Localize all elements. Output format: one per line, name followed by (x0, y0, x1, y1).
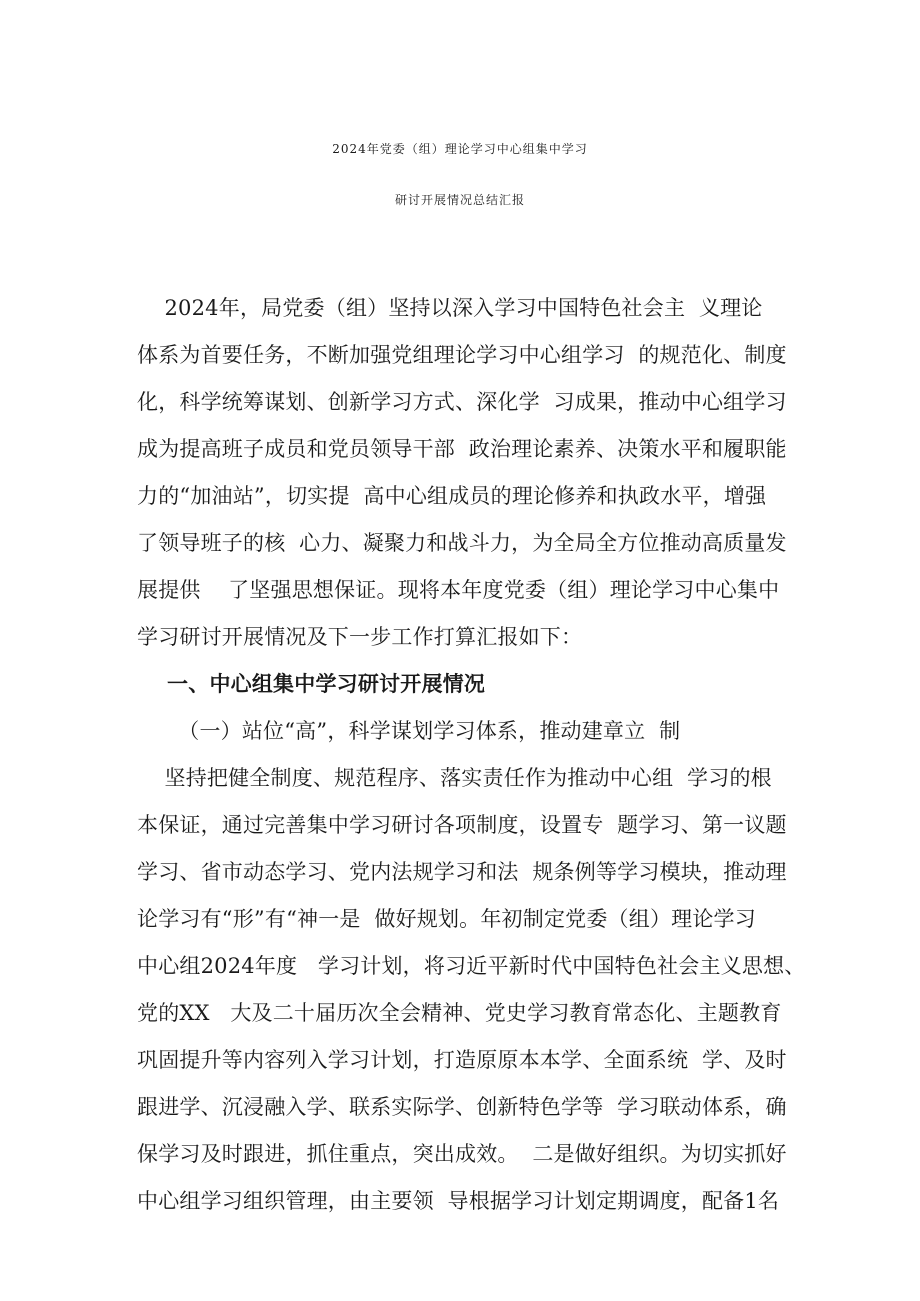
body-line: 保学习及时跟进，抓住重点，突出成效。 二是做好组织。为切实抓好 (137, 1142, 787, 1166)
body-line: 2024年，局党委（组）坚持以深入学习中国特色社会主 义理论 (137, 296, 763, 320)
document-title-line-1: 2024年党委（组）理论学习中心组集中学习 (332, 142, 588, 156)
body-line: 中心组学习组织管理，由主要领 导根据学习计划定期调度，配备1名 (137, 1189, 780, 1213)
body-line: 跟进学、沉浸融入学、联系实际学、创新特色学等 学习联动体系，确 (137, 1095, 787, 1119)
body-line: 中心组2024年度 学习计划，将习近平新时代中国特色社会主义思想、 (137, 954, 806, 978)
body-line: 坚持把健全制度、规范程序、落实责任作为推动中心组 学习的根 (137, 766, 772, 790)
section-heading: 一、中心组集中学习研讨开展情况 (137, 672, 486, 696)
body-line: 学习、省市动态学习、党内法规学习和法 规条例等学习模块，推动理 (137, 860, 787, 884)
body-line: 力的“加油站”，切实提 高中心组成员的理论修养和执政水平，增强 (137, 484, 767, 508)
body-line: 化，科学统筹谋划、创新学习方式、深化学 习成果，推动中心组学习 (137, 390, 787, 414)
body-line: 本保证，通过完善集中学习研讨各项制度，设置专 题学习、第一议题 (137, 813, 787, 837)
body-line: 党的XX 大及二十届历次全会精神、党史学习教育常态化、主题教育 (137, 1001, 782, 1025)
document-title-line-2: 研讨开展情况总结汇报 (394, 193, 525, 207)
body-line: 论学习有“形”有“神一是 做好规划。年初制定党委（组）理论学习 (137, 907, 756, 931)
body-line: 体系为首要任务，不断加强党组理论学习中心组学习 的规范化、制度 (137, 343, 787, 367)
body-line: 巩固提升等内容列入学习计划，打造原原本本学、全面系统 学、及时 (137, 1048, 787, 1072)
body-line: 了领导班子的核 心力、凝聚力和战斗力，为全局全方位推动高质量发 (137, 531, 787, 555)
body-line: 成为提高班子成员和党员领导干部 政治理论素养、决策水平和履职能 (137, 437, 787, 461)
body-line: 展提供 了坚强思想保证。现将本年度党委（组）理论学习中心集中 (137, 578, 780, 602)
body-line: 学习研讨开展情况及下一步工作打算汇报如下： (137, 625, 583, 649)
subsection-heading: （一）站位“高”，科学谋划学习体系，推动建章立 制 (137, 719, 681, 743)
